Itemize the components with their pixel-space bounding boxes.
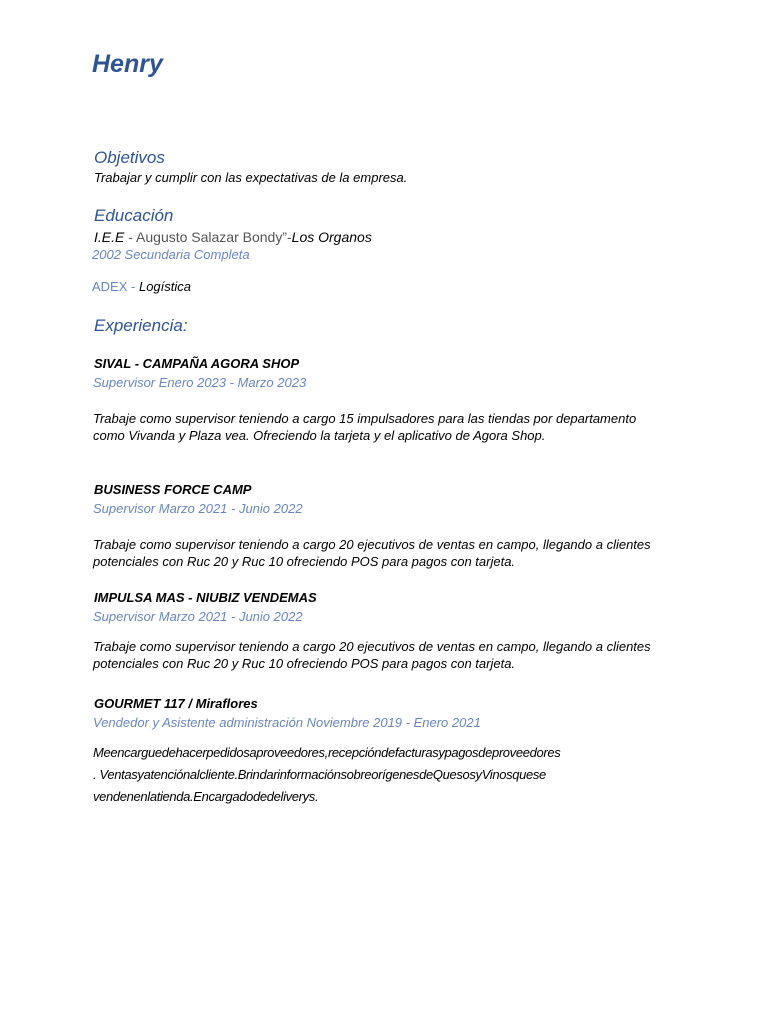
job-1-description: Trabaje como supervisor teniendo a cargo 15 impulsadores para las tiendas por departamento como Vivanda y Plaza vea. Ofreciendo la tarjeta y el aplicativo de Agora Shop.: [93, 411, 637, 443]
experience-heading: Experiencia:: [94, 316, 188, 335]
job-2-company: BUSINESS FORCE CAMP: [94, 482, 252, 497]
job-4-role: Vendedor y Asistente administración Noviembre 2019 - Enero 2021: [93, 715, 481, 730]
job-1-role: Supervisor Enero 2023 - Marzo 2023: [93, 375, 307, 390]
job-2-description: Trabaje como supervisor teniendo a cargo 20 ejecutivos de ventas en campo, llegando a clientes potenciales con Ruc 20 y Ruc 10 ofreciendo POS para pagos con tarjeta.: [93, 537, 651, 569]
job-3-role: Supervisor Marzo 2021 - Junio 2022: [93, 609, 303, 624]
school-2-detail: Logística: [138, 279, 192, 294]
education-heading: Educación: [94, 206, 174, 225]
school-2-name: ADEX -: [92, 279, 139, 294]
school-1-place: Los Organos: [291, 229, 372, 245]
job-4-description: [93, 742, 663, 808]
job-4-company: GOURMET 117 / Miraflores: [94, 696, 258, 711]
job-4-description-line: vendenenlatienda.Encargadodedeliverys.: [93, 789, 319, 804]
job-1-company: SIVAL - CAMPAÑA AGORA SHOP: [94, 356, 300, 371]
job-4-description-line: . Ventasyatenciónalcliente.BrindarinformaciónsobreorígenesdeQuesosyVinosquese: [93, 767, 546, 782]
job-2-role: Supervisor Marzo 2021 - Junio 2022: [93, 501, 303, 516]
candidate-name: Henry: [92, 50, 163, 78]
objectives-text: Trabajar y cumplir con las expectativas de la empresa.: [94, 170, 408, 185]
education-school-1: [94, 229, 372, 245]
job-3-description: Trabaje como supervisor teniendo a cargo 20 ejecutivos de ventas en campo, llegando a clientes potenciales con Ruc 20 y Ruc 10 ofreciendo POS para pagos con tarjeta.: [93, 639, 651, 671]
job-4-description-line: Meencarguedehacerpedidosaproveedores,recepcióndefacturasypagosdeproveedores: [93, 745, 561, 760]
school-1-name: - Augusto Salazar Bondy”-: [124, 229, 292, 245]
job-3-company: IMPULSA MAS - NIUBIZ VENDEMAS: [94, 590, 317, 605]
education-school-1-detail: 2002 Secundaria Completa: [92, 247, 250, 262]
school-1-prefix: I.E.E: [94, 229, 125, 245]
education-school-2: [92, 279, 191, 294]
objectives-heading: Objetivos: [94, 148, 165, 167]
